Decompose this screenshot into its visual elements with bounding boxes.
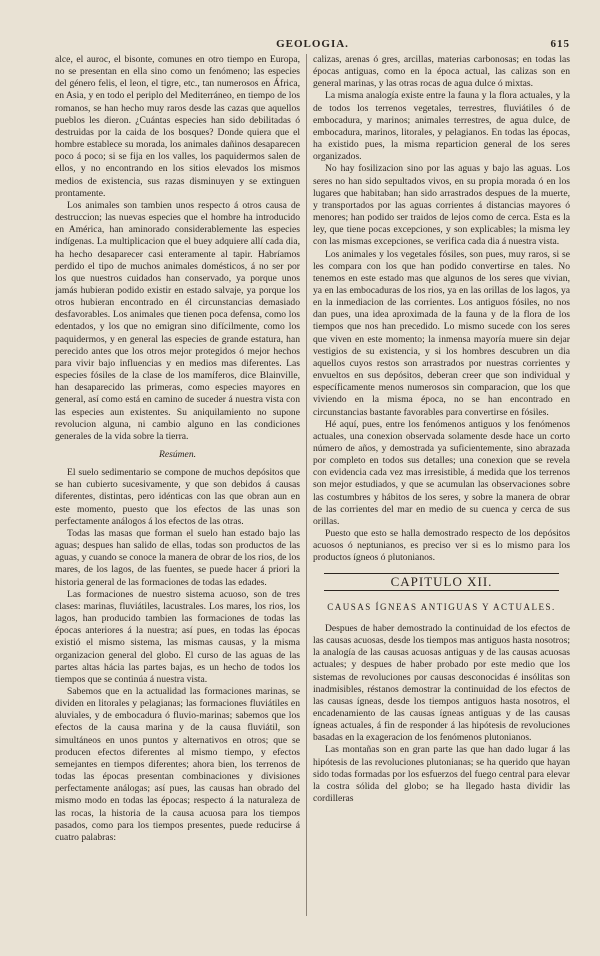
paragraph: Sabemos que en la actualidad las formaciones marinas, se dividen en litorales y pelagianas; las formaciones fluviátiles en aluviales, y de embocadura ó fluvio-marinas; sabemos que los efectos de la causa marina y de la causa fluviátil, son simultáneos en unos puntos y alternativos en otros; que se producen efectos diferentes al mismo tiempo, y efectos semejantes en tiempos diferentes; ahora bien, los terrenos de todas las épocas presentan combinaciones y divisiones perfectamente análogas; así pues, las causas han obrado del mismo modo en todas las épocas; respecto á la naturaleza de las rocas, la historia de la causa acuosa para los tiempos pasados, como para los tiempos presentes, puede reducirse á cuatro palabras: [55,685,300,843]
section-heading: Resúmen. [158,449,197,460]
paragraph: La misma analogía existe entre la fauna y la flora actuales, y la de todos los terrenos vegetales, terrestres, fluviátiles ó de embocadura, y marinos; animales terrestres, de agua dulce, de embocadura, marinos, litorales, y pelagianos. En todas las épocas, ha existido pues, la misma reparticion general de los seres organizados. [313,90,570,163]
paragraph: Hé aquí, pues, entre los fenómenos antiguos y los fenómenos actuales, una conexion observada solamente desde hace un corto número de años, y demostrada ya suficientemente, sino abrazada por completo en todos sus detalles; una conexion que se revela con evidencia cada vez mas irresistible, á medida que los terrenos son mejor estudiados, y que se acumulan las observaciones sobre las costumbres y hábitos de los seres, y sobre la manera de obrar de las corrientes del mar en medio de su cuenca y cerca de sus orillas. [313,418,570,527]
chapter-subtitle: CAUSAS ÍGNEAS ANTIGUAS Y ACTUALES. [327,601,556,612]
paragraph: Los animales son tambien unos respecto á otros causa de destruccion; las nuevas especies que el hombre ha introducido en América, han aminorado considerablemente las especies indígenas. La multiplicacion que el buey adquiere allí cada dia, ha hecho desaparecer casi enteramente al tapir. Habríamos perdido el tipo de muchos animales domésticos, á no ser por los que nuestros cuidados han conservado, ya porque unos jamás hubieran podido existir en estado salvaje, ya porque los otros hubieran encontrado en él circunstancias demasiado desfavorables. Los animales que tienen poca defensa, como los edentados, y los que no emigran sino difícilmente, como los paquidermos, y en general las especies de grande estatura, han perecido antes que los otros mejor protegidos ó mejor hechos para vivir bajo influencias y en medios mas diferentes. Las especies fósiles de la clase de los mamíferos, dice Blainville, han desaparecido las primeras, como especies mayores en general, así como está en camino de suceder á nuestra vista con las especies aun existentes. Su aniquilamiento no supone revolucion alguna, ni cambio alguno en las condiciones generales de la vida sobre la tierra. [55,199,300,442]
paragraph: alce, el auroc, el bisonte, comunes en otro tiempo en Europa, no se presentan en ella sino como un fenómeno; las especies del género felis, el leon, el tigre, etc., tan numerosos en África, en Asia, y en todo el periplo del Mediterráneo, en tiempo de los romanos, se han hecho muy raros desde las cazas que aquellos pueblos les dieron. ¿Cuántas especies han sido debilitadas ó destruidas por la caida de los bosques? Donde quiera que el hombre establece su morada, los animales dañinos desaparecen poco á poco; si se fija en los valles, los paquidermos salen de ellos, y no encontrando en los sitios elevados los mismos medios de existencia, sus razas disminuyen y se extinguen prontamente. [55,54,300,199]
chapter-heading-block [313,573,570,591]
text-columns [55,54,570,916]
right-column [313,54,570,916]
left-column [55,54,300,916]
paragraph: No hay fosilizacion sino por las aguas y bajo las aguas. Los seres no han sido sepultados vivos, en su propia morada ó en los lugares que habitaban; han sido arrastrados despues de la muerte, y transportados por las aguas corrientes á distancias mayores ó menores; han podido ser traidos de lejos como de cerca. Esta es la ley, que tiene pocas excepciones, y son explicables; la misma ley con las mismas excepciones, se verifica cada dia á nuestra vista. [313,163,570,248]
paragraph: Las montañas son en gran parte las que han dado lugar á las hipótesis de las revoluciones plutonianas; se ha querido que hayan sido todas formadas por los esfuerzos del fuego central para elevar la costra sólida del globo; se ha llegado hasta dividir las cordilleras [313,744,570,805]
page-number: 615 [550,38,570,50]
paragraph: El suelo sedimentario se compone de muchos depósitos que se han cubierto sucesivamente, y que son debidos á causas diferentes, distintas, pero idénticas con las que obran aun en este momento, puesto que los efectos de las unas son perfectamente análogos á los efectos de las otras. [55,467,300,527]
paragraph: Puesto que esto se halla demostrado respecto de los depósitos acuosos ó neptunianos, es preciso ver si es lo mismo para los productos ígneos ó plutonianos. [313,528,570,564]
paragraph: calizas, arenas ó gres, arcillas, materias carbonosas; en todas las épocas antiguas, como en la época actual, las calizas son en general marinas, y las otras rocas de agua dulce ó mixtas. [313,54,570,90]
paragraph: Las formaciones de nuestro sistema acuoso, son de tres clases: marinas, fluviátiles, lacustrales. Los mares, los rios, los lagos, han producido tambien las formaciones de todas las épocas anteriores á la nuestra; así pues, en todas las épocas existió el mismo sistema, las mismas causas, y la misma organizacion general del globo. El curso de las aguas de las partes altas hácia las partes bajas, es un hecho de todos los tiempos que se continúa á nuestra vista. [55,588,300,685]
paragraph: Despues de haber demostrado la continuidad de los efectos de las causas acuosas, desde los tiempos mas antiguos hasta nosotros; la analogía de las causas acuosas antiguas y de las causas acuosas actuales; y despues de haber probado por este medio que los sistemas de revoluciones por causas desconocidas é insólitas son inadmisibles, réstanos demostrar la continuidad de los efectos de las causas ígneas, desde los tiempos antiguos hasta nosotros, el encadenamiento de las causas ígneas antiguas y de las causas ígneas actuales, á fin de responder á las hipótesis de revoluciones basadas en la exageracion de los fenómenos plutonianos. [313,622,570,744]
chapter-title: CAPITULO XII. [324,573,559,591]
paragraph: Todas las masas que forman el suelo han estado bajo las aguas; despues han salido de ellas, todas son productos de las aguas, y cuando se conoce la manera de obrar de los rios, de los mares, de los lagos, de las fuentes, se puede hacer á priori la historia general de las formaciones de todas las edades. [55,527,300,588]
paragraph: Los animales y los vegetales fósiles, son pues, muy raros, si se les compara con los que han podido convertirse en tales. No tenemos en este estado mas que algunos de los seres que vivian, ya en las embocaduras de los rios, ya en las orillas de los lagos, ya en la inmediacion de las corrientes. Los antiguos fósiles, no nos dan pues, una idea aproximada de la fauna y de la flora de los tiempos que nos han precedido. Lo mismo sucede con los seres que viven en este momento; la inmensa mayoría muere sin dejar vestigios de su existencia, y si los hombres descubren un dia aquellos cuyos restos son arrastrados por nuestras corrientes y envueltos en sus depósitos, deberan creer que son individual y específicamente menos numerosos sin comparacion, que los que viviendo en la misma época, no se han encontrado en circunstancias bastante favorables para convertirse en fósiles. [313,248,570,418]
running-header [55,38,570,54]
running-title: GEOLOGIA. [276,38,349,50]
